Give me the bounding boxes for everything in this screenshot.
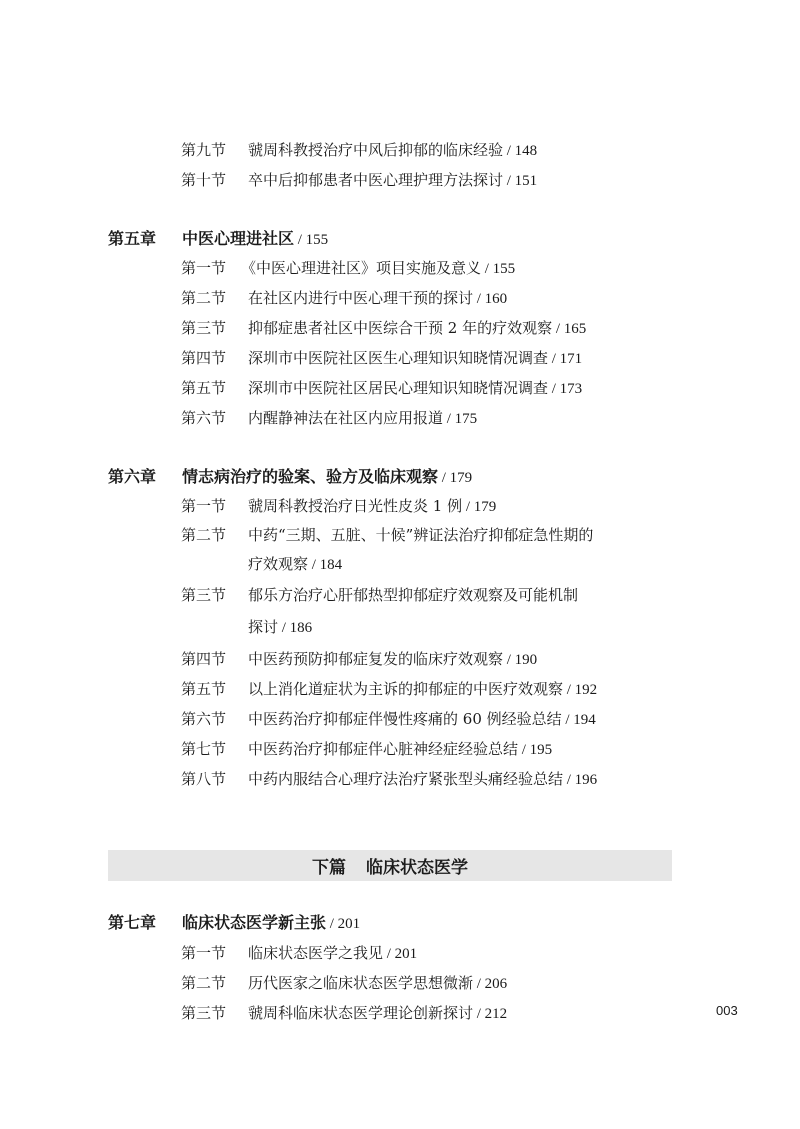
section-number: 第九节 (181, 141, 227, 159)
section-title: 虢周科临床状态医学理论创新探讨 / 212 (248, 1004, 508, 1022)
section-number: 第七节 (181, 740, 227, 758)
page-ref: / 186 (278, 620, 313, 636)
section-number: 第三节 (181, 1004, 227, 1022)
section-number: 第一节 (181, 497, 227, 515)
page-ref: / 184 (308, 557, 343, 573)
page-ref: / 192 (563, 682, 598, 698)
section-title: 中医药治疗抑郁症伴心脏神经症经验总结 / 195 (248, 740, 553, 758)
page-ref: / 212 (473, 1006, 508, 1022)
section-title: 中药“三期、五脏、十候”辨证法治疗抑郁症急性期的 (248, 526, 594, 544)
section-title: 《中医心理进社区》项目实施及意义 / 155 (241, 259, 516, 277)
page-ref: / 195 (518, 742, 553, 758)
page-ref: / 171 (548, 351, 583, 367)
chapter-number: 第五章 (108, 229, 157, 248)
page-ref: / 173 (548, 381, 583, 397)
section-title: 中药内服结合心理疗法治疗紧张型头痛经验总结 / 196 (248, 770, 598, 788)
section-number: 第二节 (181, 974, 227, 992)
page-ref: / 160 (473, 291, 508, 307)
page-ref: / 151 (503, 173, 538, 189)
section-title: 内醒静神法在社区内应用报道 / 175 (248, 409, 478, 427)
section-number: 第六节 (181, 409, 227, 427)
section-title: 中医药预防抑郁症复发的临床疗效观察 / 190 (248, 650, 538, 668)
page-ref: / 148 (503, 143, 538, 159)
section-title: 深圳市中医院社区居民心理知识知晓情况调查 / 173 (248, 379, 583, 397)
section-title: 抑郁症患者社区中医综合干预 2 年的疗效观察 / 165 (248, 319, 587, 337)
section-title: 深圳市中医院社区医生心理知识知晓情况调查 / 171 (248, 349, 583, 367)
section-number: 第二节 (181, 289, 227, 307)
section-title: 卒中后抑郁患者中医心理护理方法探讨 / 151 (248, 171, 538, 189)
page-ref: / 201 (383, 946, 418, 962)
chapter-title: 中医心理进社区 / 155 (182, 229, 329, 248)
page-ref: / 155 (481, 261, 516, 277)
section-number: 第五节 (181, 680, 227, 698)
section-title: 中医药治疗抑郁症伴慢性疼痛的 60 例经验总结 / 194 (248, 710, 596, 728)
section-title: 虢周科教授治疗中风后抑郁的临床经验 / 148 (248, 141, 538, 159)
page-ref: / 194 (561, 712, 596, 728)
chapter-number: 第七章 (108, 913, 157, 932)
part-label: 下篇 (312, 858, 346, 878)
page-ref: / 206 (473, 976, 508, 992)
part-title: 临床状态医学 (366, 858, 468, 878)
page-ref: / 190 (503, 652, 538, 668)
section-number: 第八节 (181, 770, 227, 788)
page-ref: / 165 (552, 321, 587, 337)
page-number: 003 (716, 1003, 738, 1018)
section-number: 第六节 (181, 710, 227, 728)
section-title-continued: 疗效观察 / 184 (248, 555, 343, 573)
page-ref: / 179 (438, 470, 473, 486)
section-number: 第三节 (181, 319, 227, 337)
chapter-title: 情志病治疗的验案、验方及临床观察 / 179 (182, 467, 473, 486)
chapter-number: 第六章 (108, 467, 157, 486)
section-title-continued: 探讨 / 186 (248, 618, 313, 636)
section-number: 第四节 (181, 349, 227, 367)
section-title: 郁乐方治疗心肝郁热型抑郁症疗效观察及可能机制 (248, 586, 579, 604)
section-number: 第四节 (181, 650, 227, 668)
section-title: 虢周科教授治疗日光性皮炎 1 例 / 179 (248, 497, 497, 515)
section-number: 第一节 (181, 259, 227, 277)
section-title: 在社区内进行中医心理干预的探讨 / 160 (248, 289, 508, 307)
page-ref: / 155 (294, 232, 329, 248)
section-number: 第五节 (181, 379, 227, 397)
part-banner (108, 850, 672, 881)
page-ref: / 175 (443, 411, 478, 427)
section-number: 第一节 (181, 944, 227, 962)
section-title: 历代医家之临床状态医学思想微渐 / 206 (248, 974, 508, 992)
section-number: 第十节 (181, 171, 227, 189)
section-title: 以上消化道症状为主诉的抑郁症的中医疗效观察 / 192 (248, 680, 598, 698)
chapter-title: 临床状态医学新主张 / 201 (182, 913, 361, 932)
section-title: 临床状态医学之我见 / 201 (248, 944, 418, 962)
section-number: 第三节 (181, 586, 227, 604)
section-number: 第二节 (181, 526, 227, 544)
page-ref: / 196 (563, 772, 598, 788)
page-ref: / 201 (326, 916, 361, 932)
page-ref: / 179 (462, 499, 497, 515)
